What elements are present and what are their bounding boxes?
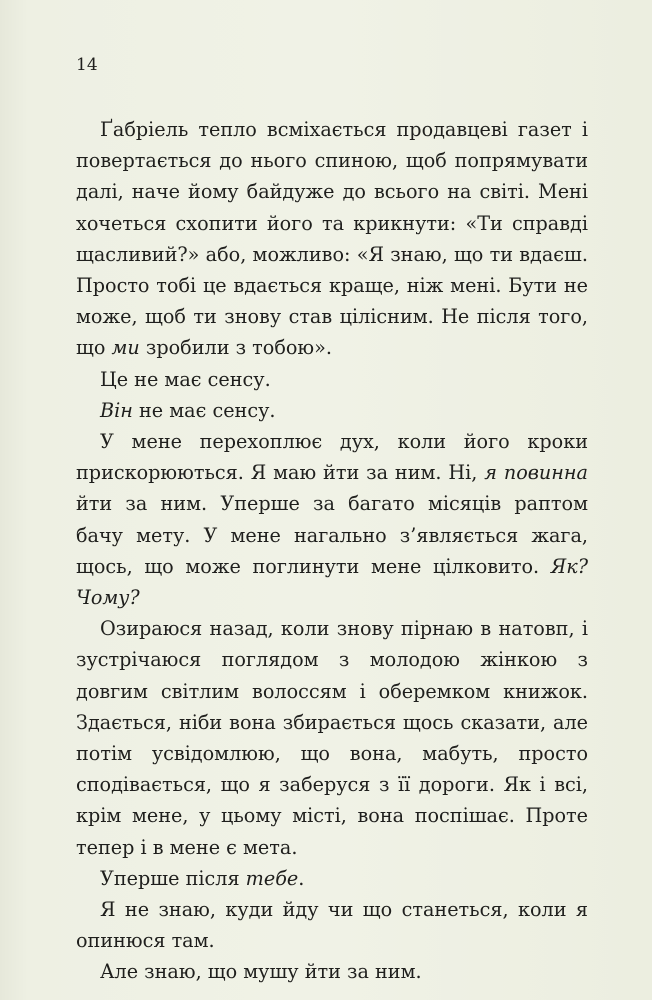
text-run: не має сенсу. [132, 398, 276, 422]
text-run: Ґабріель тепло всміхається продавцеві газет і повертається до нього спиною, щоб попрямувати далі, наче йому байдуже до всього на світі. Мені хочеться схопити його та крикнути: «Ти справді щасливий?» або, можливо: «Я знаю, що ти вдаєш. Просто тобі це вдається краще, ніж мені. Бути не може, щоб ти знову став цілісним. Не після того, що [76, 118, 588, 360]
text-run: . [298, 866, 305, 890]
paragraph [76, 114, 588, 364]
italic-text: тебе [245, 866, 299, 890]
body-text [76, 114, 588, 988]
text-run: зробили з тобою». [139, 336, 332, 360]
paragraph [76, 863, 588, 894]
text-run: Я не знаю, куди йду чи що станеться, коли я опинюся там. [76, 898, 588, 953]
text-run: Це не має сенсу. [100, 367, 271, 391]
paragraph [76, 395, 588, 426]
paragraph [76, 426, 588, 613]
page-number: 14 [76, 55, 98, 75]
text-run: У мене перехоплює дух, коли його кроки прискорюються. Я маю йти за ним. Ні, [76, 430, 588, 485]
italic-text: Як? Чому? [76, 554, 588, 610]
text-run: Уперше після [100, 866, 246, 890]
paragraph [76, 364, 588, 395]
paragraph [76, 613, 588, 863]
text-run: Озираюся назад, коли знову пірнаю в натовп, і зустрічаюся поглядом з молодою жінкою з довгим світлим волоссям і оберемком книжок. Здається, ніби вона збирається щось сказати, але потім усвідомлюю, що вона, мабуть, просто сподівається, що я заберуся з її дороги. Як і всі, крім мене, у цьому місті, вона поспішає. Проте тепер і в мене є мета. [76, 617, 588, 859]
paragraph [76, 956, 588, 987]
italic-text: ми [111, 336, 140, 360]
paragraph [76, 894, 588, 956]
text-run: Але знаю, що мушу йти за ним. [100, 960, 422, 984]
text-run: йти за ним. Уперше за багато місяців раптом бачу мету. У мене нагально з’являється жага, щось, що може поглинути мене цілковито. [76, 492, 588, 578]
italic-text: я повинна [484, 461, 588, 485]
italic-text: Він [100, 398, 133, 422]
